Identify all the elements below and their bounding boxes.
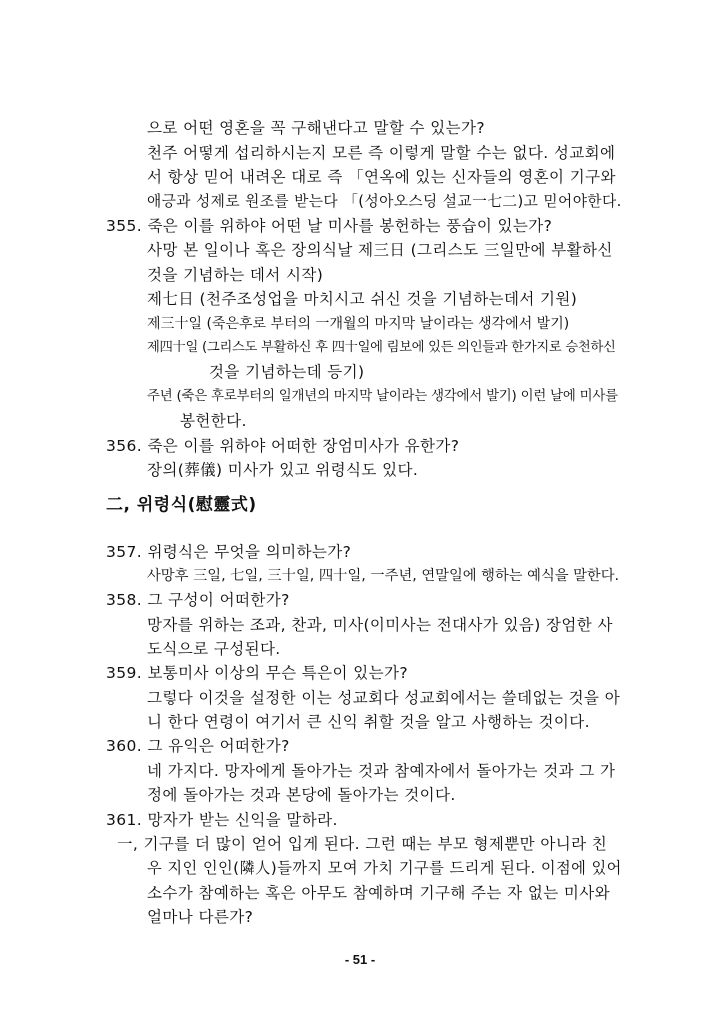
question-355: 355. 죽은 이를 위하야 어떤 날 미사를 봉헌하는 풍습이 있는가? bbox=[106, 217, 553, 235]
text-line: 그렇다 이것을 설정한 이는 성교회다 성교회에서는 쓸데없는 것을 아 bbox=[147, 689, 621, 707]
page-number: - 51 - bbox=[344, 952, 376, 967]
text-line: 망자를 위하는 조과, 찬과, 미사(이미사는 전대사가 있음) 장엄한 사 bbox=[147, 616, 613, 634]
question-356: 356. 죽은 이를 위하야 어떠한 장엄미사가 유한가? bbox=[106, 437, 460, 455]
text-line: 사망 본 일이나 혹은 장의식날 제三日 (그리스도 三일만에 부활하신 bbox=[147, 241, 613, 259]
text-line: 제四十일 (그리스도 부활하신 후 四十일에 림보에 있든 의인들과 한가지로 승천하신 bbox=[147, 340, 616, 355]
text-line: 정에 돌아가는 것과 본당에 돌아가는 것이다. bbox=[147, 786, 456, 804]
text-line: 으로 어떤 영혼을 꼭 구해낸다고 말할 수 있는가? bbox=[147, 119, 486, 137]
text-line: 것을 기념하는 데서 시작) bbox=[147, 266, 324, 284]
question-359: 359. 보통미사 이상의 무슨 특은이 있는가? bbox=[106, 664, 408, 682]
text-line: 장의(葬儀) 미사가 있고 위령식도 있다. bbox=[147, 461, 419, 479]
text-line: 사망후 三일, 七일, 三十일, 四十일, 一주년, 연말일에 행하는 예식을 말한다. bbox=[147, 568, 620, 584]
text-line: 것을 기념하는데 등기) bbox=[209, 363, 365, 381]
text-line: 도식으로 구성된다. bbox=[147, 640, 281, 658]
text-line: 니 한다 연령이 여기서 큰 신익 취할 것을 알고 사행하는 것이다. bbox=[147, 713, 590, 731]
question-358: 358. 그 구성이 어떠한가? bbox=[106, 591, 290, 609]
text-line: 네 가지다. 망자에게 돌아가는 것과 참예자에서 돌아가는 것과 그 가 bbox=[147, 762, 616, 780]
text-line: 소수가 참예하는 혹은 아무도 참예하며 기구해 주는 자 없는 미사와 bbox=[147, 884, 611, 902]
question-361: 361. 망자가 받는 신익을 말하라. bbox=[106, 811, 338, 829]
text-line: 서 항상 믿어 내려온 대로 즉 「연옥에 있는 신자들의 영혼이 기구와 bbox=[147, 168, 616, 186]
section-heading: 二, 위령식(慰靈式) bbox=[106, 495, 257, 515]
text-line: 一, 기구를 더 많이 얻어 입게 된다. 그런 때는 부모 형제뿐만 아니라 친 bbox=[117, 835, 608, 853]
text-line: 제三十일 (죽은후로 부터의 一개월의 마지막 날이라는 생각에서 발기) bbox=[147, 316, 570, 332]
question-360: 360. 그 유익은 어떠한가? bbox=[106, 737, 290, 755]
question-357: 357. 위령식은 무엇을 의미하는가? bbox=[106, 543, 352, 561]
text-line: 애긍과 성제로 원조를 받는다 「(성아오스딩 설교一七二)고 믿어야한다. bbox=[147, 193, 622, 210]
text-line: 주년 (죽은 후로부터의 일개년의 마지막 날이라는 생각에서 발기) 이런 날에 미사를 bbox=[147, 389, 618, 404]
text-line: 얼마나 다른가? bbox=[147, 908, 254, 926]
text-line: 천주 어떻게 섭리하시는지 모른 즉 이렇게 말할 수는 없다. 성교회에 bbox=[147, 144, 616, 162]
text-line: 우 지인 인인(隣人)들까지 모여 가치 기구를 드리게 된다. 이점에 있어 bbox=[147, 859, 622, 877]
text-line: 봉헌한다. bbox=[180, 412, 247, 430]
text-line: 제七日 (천주조성업을 마치시고 쉬신 것을 기념하는데서 기원) bbox=[147, 290, 578, 308]
